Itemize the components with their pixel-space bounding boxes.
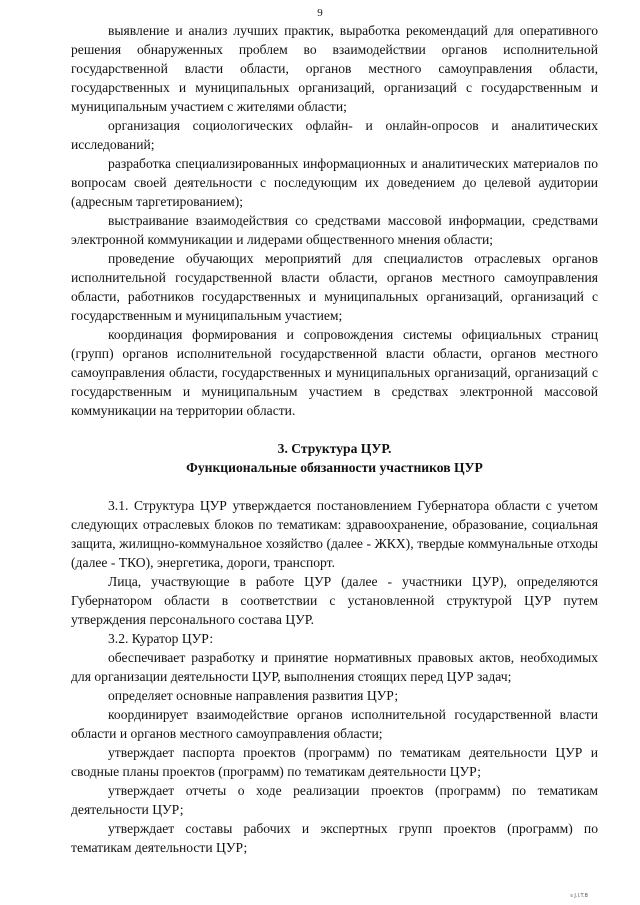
paragraph: определяет основные направления развития ЦУР; — [108, 688, 399, 703]
paragraph: выстраивание взаимодействия со средствами массовой информации, средствами электронной коммуникации и лидерами общественного мнения области; — [71, 213, 598, 247]
paragraph: 3.2. Куратор ЦУР: — [108, 631, 214, 646]
paragraph: обеспечивает разработку и принятие нормативных правовых актов, необходимых для организации деятельности ЦУР, выполнения стоящих перед ЦУР задач; — [71, 650, 598, 684]
footer-mark: s J.I.T.B — [570, 893, 588, 899]
paragraph: координация формирования и сопровождения системы официальных страниц (групп) органов исполнительной государственной власти области, органов местного самоуправления области, государственных и муниципальных организаций, организаций с государственным и муниципальным участием в средствах электронной массовой коммуникации на территории области. — [71, 327, 598, 418]
paragraph: Лица, участвующие в работе ЦУР (далее - участники ЦУР), определяются Губернатором области в соответствии с установленной структурой ЦУР путем утверждения персонального состава ЦУР. — [71, 574, 598, 627]
paragraph: утверждает паспорта проектов (программ) по тематикам деятельности ЦУР и сводные планы проектов (программ) по тематикам деятельности ЦУР; — [71, 745, 598, 779]
document-body — [71, 21, 598, 857]
section-subtitle: Функциональные обязанности участников ЦУР — [186, 460, 483, 475]
paragraph: проведение обучающих мероприятий для специалистов отраслевых органов исполнительной государственной власти области, органов местного самоуправления области, работников государственных и муниципальных организаций, организаций с государственным и муниципальным участием; — [71, 251, 598, 323]
paragraph: координирует взаимодействие органов исполнительной государственной власти области и органов местного самоуправления области; — [71, 707, 598, 741]
section-title: 3. Структура ЦУР. — [277, 441, 392, 456]
paragraph: разработка специализированных информационных и аналитических материалов по вопросам своей деятельности с последующим их доведением до целевой аудитории (адресным таргетированием); — [71, 156, 598, 209]
page-number: 9 — [317, 7, 323, 19]
paragraph: 3.1. Структура ЦУР утверждается постановлением Губернатора области с учетом следующих отраслевых блоков по тематикам: здравоохранение, образование, социальная защита, жилищно-коммунальное хозяйство (далее - ЖКХ), твердые коммунальные отходы (далее - ТКО), энергетика, дороги, транспорт. — [71, 498, 598, 570]
paragraph: утверждает составы рабочих и экспертных групп проектов (программ) по тематикам деятельности ЦУР; — [71, 821, 598, 855]
paragraph: выявление и анализ лучших практик, выработка рекомендаций для оперативного решения обнаруженных проблем во взаимодействии органов исполнительной государственной власти области, органов местного самоуправления области, государственных и муниципальных организаций, организаций с государственным и муниципальным участием с жителями области; — [71, 23, 598, 114]
paragraph: организация социологических офлайн- и онлайн-опросов и аналитических исследований; — [71, 118, 598, 152]
paragraph: утверждает отчеты о ходе реализации проектов (программ) по тематикам деятельности ЦУР; — [71, 783, 598, 817]
